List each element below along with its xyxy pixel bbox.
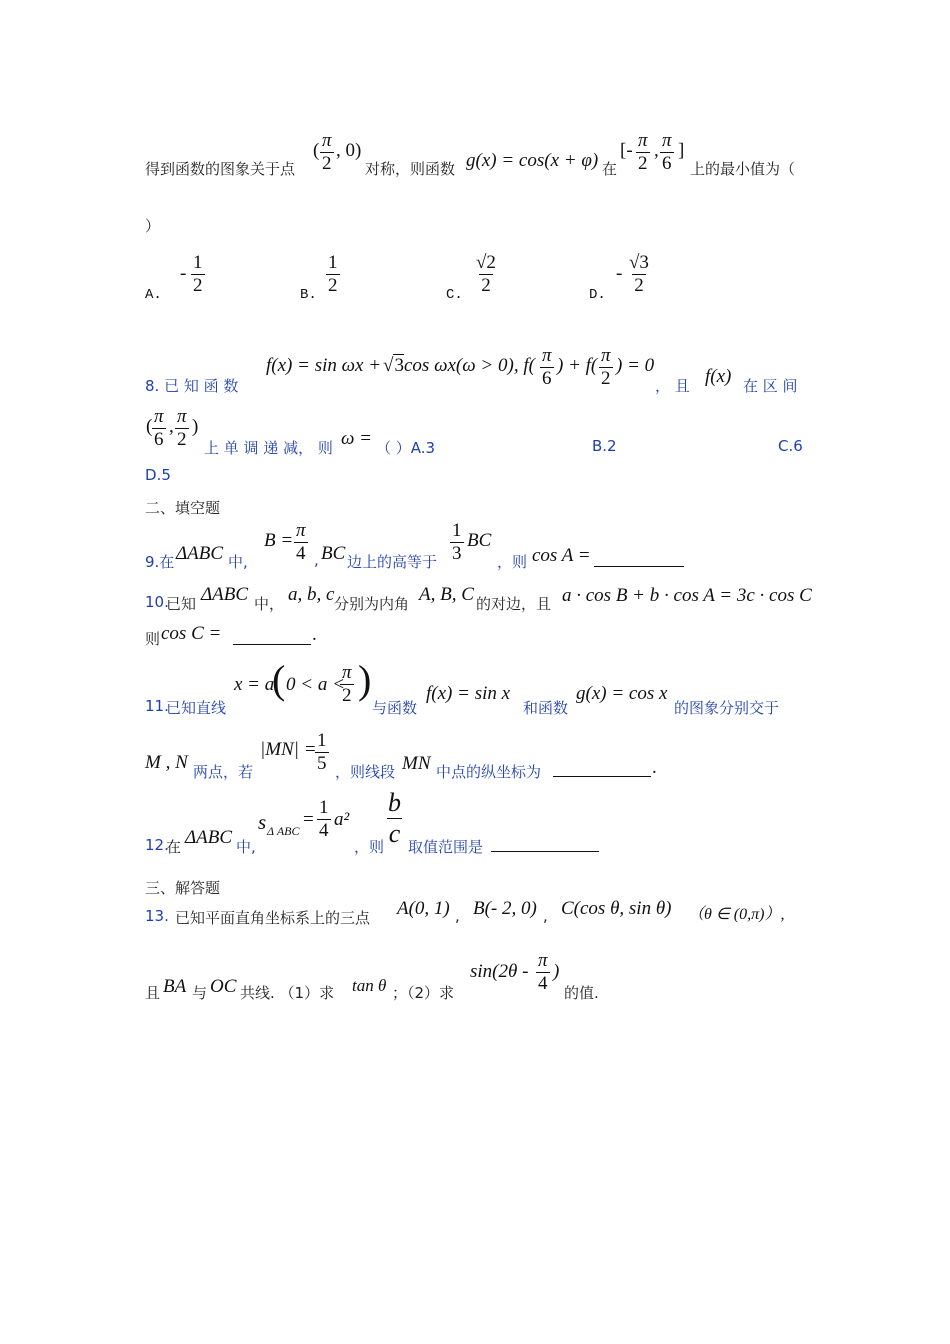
- q10-mid: 中，: [254, 595, 285, 613]
- section-solution-heading: 三、解答题: [145, 879, 221, 897]
- q11-text-with: 与函数: [372, 699, 418, 717]
- q13-sep1: ,: [455, 907, 460, 925]
- q9-mid: 中,: [228, 553, 248, 571]
- q8-interval-close: ): [192, 416, 199, 437]
- q12-s-subscript: Δ ABC: [267, 824, 300, 838]
- q7-text-d: 上的最小值为（: [690, 160, 796, 178]
- q7-interval-comma: ,: [654, 140, 659, 161]
- q7-interval-close: ]: [678, 140, 685, 161]
- q10-text-sides: 分别为内角: [334, 595, 410, 613]
- section-fill-in-heading: 二、填空题: [145, 499, 221, 517]
- q8-text-decreasing: 上 单 调 递 减， 则: [204, 439, 333, 457]
- q12-text-range: 取值范围是: [408, 838, 484, 856]
- q8-formula-c: ) + f(: [557, 355, 598, 376]
- q8-formula-b: cos ωx(ω > 0), f(: [404, 355, 535, 376]
- q7-interval-frac2: $\frac{\pi}{6}$: [662, 130, 672, 174]
- q9-B-eq: B =: [264, 530, 294, 551]
- q11-MN-points: M , N: [145, 752, 188, 773]
- q12-text-then: ，则: [354, 838, 385, 856]
- q13-text-d: ；（2）求: [392, 984, 455, 1002]
- q9-text-height: 边上的高等于: [347, 553, 438, 571]
- q13-text-b: 且: [145, 984, 161, 1002]
- q12-s: s: [258, 810, 267, 834]
- q8-f1-fraction: $\frac{\pi}{6}$: [542, 345, 552, 389]
- q9-lead: 9.在: [145, 553, 175, 571]
- q12-triangle: ΔABC: [185, 827, 233, 848]
- q8-choice-b: B.2: [592, 437, 617, 455]
- q8-interval-open: (: [146, 416, 153, 437]
- q11-MN-fraction: $\frac{1}{5}$: [317, 730, 327, 774]
- q11-x-eq: x = a: [234, 674, 275, 695]
- q7-option-b-fraction: $\frac{1}{2}$: [328, 252, 338, 296]
- q7-text-a: 得到函数的图象关于点: [145, 160, 296, 178]
- q7-option-a-sign: -: [180, 263, 187, 284]
- q9-height-BC: BC: [467, 530, 492, 551]
- q11-lead: 11.: [145, 697, 169, 715]
- q7-option-d-fraction: $\frac{√3}{2}$: [629, 252, 649, 296]
- q10-period: .: [312, 624, 317, 645]
- q7-option-c-fraction: $\frac{√2}{2}$: [476, 252, 496, 296]
- q11-answer-blank[interactable]: [553, 758, 651, 777]
- q8-interval-frac2: $\frac{\pi}{2}$: [177, 406, 187, 450]
- q7-point-open: (: [313, 140, 320, 161]
- q12-area-fraction: $\frac{1}{4}$: [319, 797, 329, 841]
- q12-b-over-c: $\frac{b}{c}$: [388, 788, 401, 848]
- q10-equation: a · cos B + b · cos A = 3c · cos C: [562, 585, 812, 606]
- q10-text-known: 已知: [166, 595, 197, 613]
- q8-sqrt3: 3: [394, 355, 404, 376]
- q13-sin-b: ): [553, 961, 560, 982]
- q8-choice-c: C.6: [778, 437, 803, 455]
- q7-interval-open: [-: [620, 140, 633, 161]
- q13-point-C: C(cos θ, sin θ): [561, 898, 672, 919]
- q7-text-b: 对称，则函数: [365, 160, 456, 178]
- q8-choice-a: （ ）A.3: [376, 439, 436, 457]
- q11-condition: 0 < a <: [286, 674, 345, 695]
- q13-sep2: ,: [543, 907, 548, 925]
- q13-sin-fraction: $\frac{\pi}{4}$: [538, 950, 548, 994]
- q8-choice-d: D.5: [145, 466, 171, 484]
- q7-function-g: g(x) = cos(x + φ): [466, 150, 599, 171]
- q12-equals: =: [303, 809, 314, 830]
- q11-gx: g(x) = cos x: [576, 683, 668, 704]
- q8-formula-a: f(x) = sin ωx +: [266, 355, 382, 376]
- q11-text-segment: ，则线段: [335, 763, 396, 781]
- q8-formula-d: ) = 0: [616, 355, 655, 376]
- q11-text-line: 已知直线: [166, 699, 227, 717]
- q13-text-e: 的值.: [564, 984, 599, 1002]
- q9-B-fraction: $\frac{\pi}{4}$: [296, 520, 306, 564]
- q13-point-B: B(- 2, 0): [473, 898, 537, 919]
- q9-answer-blank[interactable]: [594, 548, 684, 567]
- q12-text-in: 在: [166, 838, 182, 856]
- q11-text-two: 两点，若: [193, 763, 254, 781]
- q11-paren-close: ): [358, 657, 372, 702]
- q8-interval-comma: ,: [169, 416, 174, 437]
- q7-option-c-label: C.: [446, 287, 463, 303]
- q8-sqrt-symbol: √3: [383, 355, 404, 376]
- q13-OC: OC: [210, 976, 237, 997]
- q10-text-opp: 的对边，且: [476, 595, 552, 613]
- q7-option-b-label: B.: [300, 287, 317, 303]
- q7-text-e: ）: [145, 217, 161, 235]
- q11-text-meet: 的图象分别交于: [674, 699, 780, 717]
- q8-omega: ω =: [341, 428, 372, 449]
- q8-interval-frac1: $\frac{\pi}{6}$: [154, 406, 164, 450]
- q11-MN: MN: [402, 753, 431, 774]
- q12-answer-blank[interactable]: [491, 833, 599, 852]
- q13-lead: 13.: [145, 907, 169, 925]
- q12-mid: 中,: [236, 838, 256, 856]
- q7-text-c: 在: [602, 160, 618, 178]
- q10-lead: 10.: [145, 593, 169, 611]
- q9-text-then: ，则: [497, 553, 528, 571]
- q9-BC: BC: [321, 543, 346, 564]
- q13-point-A: A(0, 1): [397, 898, 450, 919]
- q11-abs-MN: |MN| =: [260, 739, 317, 760]
- q8-f2-fraction: $\frac{\pi}{2}$: [601, 345, 611, 389]
- q12-a-squared: a²: [334, 809, 350, 830]
- q12-lead: 12.: [145, 836, 169, 854]
- q9-height-fraction: $\frac{1}{3}$: [452, 520, 462, 564]
- q9-triangle: ΔABC: [176, 543, 224, 564]
- q9-comma: ,: [314, 551, 319, 569]
- q8-lead: 8. 已 知 函 数: [145, 377, 239, 395]
- q10-triangle: ΔABC: [201, 584, 249, 605]
- q11-text-and: 和函数: [523, 699, 569, 717]
- q13-condition: （θ ∈ (0,π)）,: [688, 906, 785, 923]
- q10-cosC: cos C =: [161, 623, 222, 644]
- q10-answer-blank[interactable]: [233, 626, 311, 645]
- q13-sin-a: sin(2θ -: [470, 961, 529, 982]
- q13-text-c: 共线. （1）求: [240, 984, 335, 1002]
- q13-BA: BA: [163, 976, 187, 997]
- q7-interval-frac1: $\frac{\pi}{2}$: [638, 130, 648, 174]
- q8-text-and: ， 且: [655, 377, 690, 395]
- q13-tan: tan θ: [352, 976, 387, 995]
- q11-fx: f(x) = sin x: [426, 683, 511, 704]
- q13-text-with: 与: [192, 984, 208, 1002]
- q7-option-d-sign: -: [616, 263, 623, 284]
- q11-text-midpoint: 中点的纵坐标为: [436, 763, 542, 781]
- q11-paren-open: (: [272, 657, 286, 702]
- q11-condition-fraction: $\frac{\pi}{2}$: [342, 662, 352, 706]
- q9-cosA: cos A =: [532, 545, 591, 566]
- q7-option-a-fraction: $\frac{1}{2}$: [193, 252, 203, 296]
- q8-text-interval: 在 区 间: [743, 377, 798, 395]
- q7-option-d-label: D.: [589, 287, 606, 303]
- q10-ABC: A, B, C: [419, 584, 474, 605]
- q10-abc: a, b, c: [288, 584, 335, 605]
- q7-point-fraction: $\frac{\pi}{2}$: [322, 130, 332, 174]
- q11-period: .: [652, 757, 657, 778]
- q8-fx: f(x): [705, 366, 732, 387]
- q13-text-a: 已知平面直角坐标系上的三点: [175, 909, 371, 927]
- q7-point-tail: , 0): [336, 140, 362, 161]
- q10-then: 则: [145, 630, 161, 648]
- q7-option-a-label: A.: [145, 287, 162, 303]
